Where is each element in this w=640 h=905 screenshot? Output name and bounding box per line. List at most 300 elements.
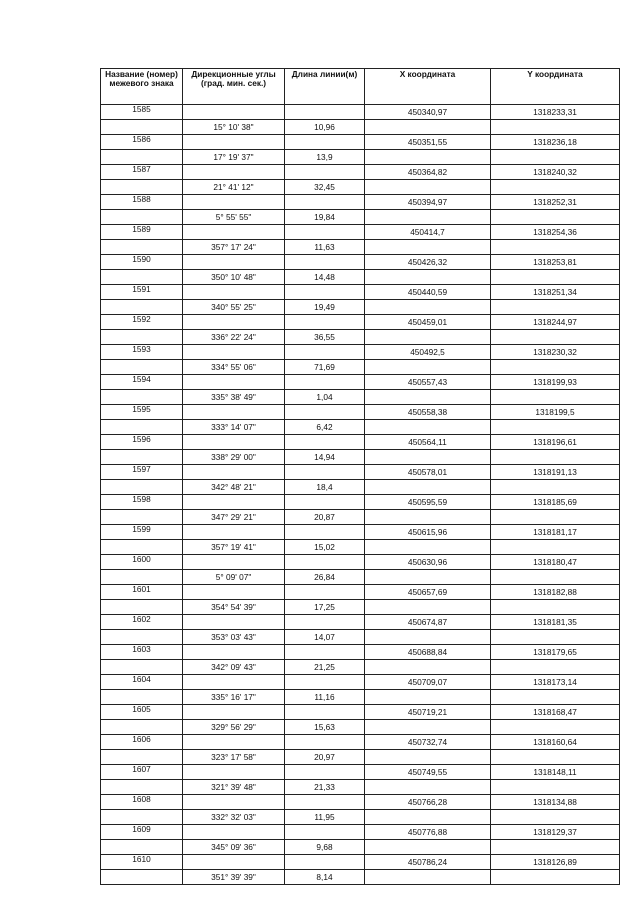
segment-row <box>101 390 620 405</box>
point-row <box>101 165 620 180</box>
empty-cell <box>101 120 183 135</box>
point-name-cell: 1595 <box>101 405 183 420</box>
line-length-cell: 10,96 <box>285 120 365 135</box>
empty-cell <box>491 360 620 375</box>
x-coordinate-cell: 450364,82 <box>365 165 491 180</box>
empty-cell <box>491 300 620 315</box>
segment-row <box>101 630 620 645</box>
empty-cell <box>491 150 620 165</box>
direction-angle-cell: 354° 54' 39" <box>183 600 285 615</box>
empty-cell <box>365 360 491 375</box>
line-length-cell: 6,42 <box>285 420 365 435</box>
empty-cell <box>183 555 285 570</box>
empty-cell <box>285 315 365 330</box>
direction-angle-cell: 15° 10' 38" <box>183 120 285 135</box>
segment-row <box>101 510 620 525</box>
segment-row <box>101 330 620 345</box>
empty-cell <box>365 150 491 165</box>
empty-cell <box>285 105 365 120</box>
direction-angle-cell: 329° 56' 29" <box>183 720 285 735</box>
empty-cell <box>491 480 620 495</box>
empty-cell <box>183 645 285 660</box>
line-length-cell: 8,14 <box>285 870 365 885</box>
x-coordinate-cell: 450709,07 <box>365 675 491 690</box>
y-coordinate-cell: 1318251,34 <box>491 285 620 300</box>
x-coordinate-cell: 450426,32 <box>365 255 491 270</box>
empty-cell <box>183 705 285 720</box>
header-x-coordinate: X координата <box>365 69 491 105</box>
point-row <box>101 735 620 750</box>
empty-cell <box>101 450 183 465</box>
empty-cell <box>491 540 620 555</box>
empty-cell <box>101 240 183 255</box>
empty-cell <box>285 855 365 870</box>
point-row <box>101 405 620 420</box>
point-name-cell: 1586 <box>101 135 183 150</box>
direction-angle-cell: 350° 10' 48" <box>183 270 285 285</box>
line-length-cell: 14,94 <box>285 450 365 465</box>
empty-cell <box>491 660 620 675</box>
empty-cell <box>491 420 620 435</box>
segment-row <box>101 300 620 315</box>
direction-angle-cell: 21° 41' 12" <box>183 180 285 195</box>
empty-cell <box>183 795 285 810</box>
direction-angle-cell: 338° 29' 00" <box>183 450 285 465</box>
segment-row <box>101 420 620 435</box>
empty-cell <box>101 300 183 315</box>
y-coordinate-cell: 1318168,47 <box>491 705 620 720</box>
direction-angle-cell: 333° 14' 07" <box>183 420 285 435</box>
empty-cell <box>365 660 491 675</box>
point-row <box>101 435 620 450</box>
direction-angle-cell: 323° 17' 58" <box>183 750 285 765</box>
empty-cell <box>183 765 285 780</box>
segment-row <box>101 600 620 615</box>
y-coordinate-cell: 1318126,89 <box>491 855 620 870</box>
empty-cell <box>285 345 365 360</box>
point-name-cell: 1605 <box>101 705 183 720</box>
line-length-cell: 15,02 <box>285 540 365 555</box>
empty-cell <box>101 150 183 165</box>
point-row <box>101 765 620 780</box>
empty-cell <box>285 525 365 540</box>
y-coordinate-cell: 1318134,88 <box>491 795 620 810</box>
empty-cell <box>183 105 285 120</box>
direction-angle-cell: 351° 39' 39" <box>183 870 285 885</box>
point-name-cell: 1588 <box>101 195 183 210</box>
x-coordinate-cell: 450414,7 <box>365 225 491 240</box>
empty-cell <box>183 195 285 210</box>
point-name-cell: 1594 <box>101 375 183 390</box>
empty-cell <box>365 420 491 435</box>
empty-cell <box>491 390 620 405</box>
empty-cell <box>183 345 285 360</box>
x-coordinate-cell: 450674,87 <box>365 615 491 630</box>
y-coordinate-cell: 1318191,13 <box>491 465 620 480</box>
empty-cell <box>101 480 183 495</box>
empty-cell <box>365 270 491 285</box>
line-length-cell: 21,25 <box>285 660 365 675</box>
empty-cell <box>491 330 620 345</box>
point-name-cell: 1606 <box>101 735 183 750</box>
y-coordinate-cell: 1318179,65 <box>491 645 620 660</box>
empty-cell <box>101 690 183 705</box>
empty-cell <box>101 720 183 735</box>
empty-cell <box>285 825 365 840</box>
header-y-coordinate: Y координата <box>491 69 620 105</box>
empty-cell <box>285 495 365 510</box>
empty-cell <box>183 315 285 330</box>
x-coordinate-cell: 450578,01 <box>365 465 491 480</box>
line-length-cell: 9,68 <box>285 840 365 855</box>
empty-cell <box>101 870 183 885</box>
line-length-cell: 14,07 <box>285 630 365 645</box>
empty-cell <box>491 450 620 465</box>
segment-row <box>101 690 620 705</box>
empty-cell <box>365 390 491 405</box>
line-length-cell: 11,95 <box>285 810 365 825</box>
direction-angle-cell: 5° 09' 07" <box>183 570 285 585</box>
empty-cell <box>101 630 183 645</box>
line-length-cell: 17,25 <box>285 600 365 615</box>
empty-cell <box>183 585 285 600</box>
empty-cell <box>183 675 285 690</box>
x-coordinate-cell: 450394,97 <box>365 195 491 210</box>
empty-cell <box>101 330 183 345</box>
line-length-cell: 11,63 <box>285 240 365 255</box>
point-row <box>101 615 620 630</box>
line-length-cell: 15,63 <box>285 720 365 735</box>
empty-cell <box>285 195 365 210</box>
segment-row <box>101 270 620 285</box>
segment-row <box>101 540 620 555</box>
empty-cell <box>365 540 491 555</box>
line-length-cell: 18,4 <box>285 480 365 495</box>
point-name-cell: 1591 <box>101 285 183 300</box>
point-row <box>101 345 620 360</box>
empty-cell <box>101 540 183 555</box>
segment-row <box>101 240 620 255</box>
empty-cell <box>491 600 620 615</box>
empty-cell <box>365 720 491 735</box>
empty-cell <box>183 495 285 510</box>
x-coordinate-cell: 450564,11 <box>365 435 491 450</box>
segment-row <box>101 180 620 195</box>
empty-cell <box>365 330 491 345</box>
empty-cell <box>491 180 620 195</box>
point-row <box>101 255 620 270</box>
x-coordinate-cell: 450786,24 <box>365 855 491 870</box>
direction-angle-cell: 353° 03' 43" <box>183 630 285 645</box>
y-coordinate-cell: 1318233,31 <box>491 105 620 120</box>
point-name-cell: 1597 <box>101 465 183 480</box>
empty-cell <box>183 615 285 630</box>
point-row <box>101 705 620 720</box>
empty-cell <box>365 600 491 615</box>
empty-cell <box>285 435 365 450</box>
point-row <box>101 315 620 330</box>
empty-cell <box>491 780 620 795</box>
segment-row <box>101 720 620 735</box>
point-name-cell: 1596 <box>101 435 183 450</box>
line-length-cell: 32,45 <box>285 180 365 195</box>
y-coordinate-cell: 1318199,5 <box>491 405 620 420</box>
empty-cell <box>183 735 285 750</box>
empty-cell <box>101 510 183 525</box>
empty-cell <box>285 705 365 720</box>
point-row <box>101 645 620 660</box>
line-length-cell: 36,55 <box>285 330 365 345</box>
y-coordinate-cell: 1318182,88 <box>491 585 620 600</box>
empty-cell <box>365 750 491 765</box>
y-coordinate-cell: 1318244,97 <box>491 315 620 330</box>
point-row <box>101 495 620 510</box>
empty-cell <box>183 855 285 870</box>
point-row <box>101 285 620 300</box>
point-name-cell: 1593 <box>101 345 183 360</box>
empty-cell <box>285 225 365 240</box>
empty-cell <box>183 435 285 450</box>
empty-cell <box>491 210 620 225</box>
point-name-cell: 1587 <box>101 165 183 180</box>
point-row <box>101 135 620 150</box>
point-name-cell: 1610 <box>101 855 183 870</box>
point-row <box>101 375 620 390</box>
empty-cell <box>365 570 491 585</box>
x-coordinate-cell: 450766,28 <box>365 795 491 810</box>
empty-cell <box>285 675 365 690</box>
empty-cell <box>285 615 365 630</box>
point-name-cell: 1600 <box>101 555 183 570</box>
empty-cell <box>491 510 620 525</box>
segment-row <box>101 870 620 885</box>
empty-cell <box>183 255 285 270</box>
point-row <box>101 105 620 120</box>
empty-cell <box>491 240 620 255</box>
empty-cell <box>101 210 183 225</box>
empty-cell <box>365 870 491 885</box>
x-coordinate-cell: 450558,38 <box>365 405 491 420</box>
direction-angle-cell: 342° 48' 21" <box>183 480 285 495</box>
point-name-cell: 1601 <box>101 585 183 600</box>
y-coordinate-cell: 1318181,17 <box>491 525 620 540</box>
point-name-cell: 1589 <box>101 225 183 240</box>
empty-cell <box>491 870 620 885</box>
boundary-points-table <box>100 68 620 885</box>
empty-cell <box>365 510 491 525</box>
empty-cell <box>285 765 365 780</box>
empty-cell <box>101 390 183 405</box>
segment-row <box>101 570 620 585</box>
segment-row <box>101 150 620 165</box>
x-coordinate-cell: 450719,21 <box>365 705 491 720</box>
direction-angle-cell: 332° 32' 03" <box>183 810 285 825</box>
point-name-cell: 1598 <box>101 495 183 510</box>
y-coordinate-cell: 1318181,35 <box>491 615 620 630</box>
x-coordinate-cell: 450657,69 <box>365 585 491 600</box>
empty-cell <box>365 480 491 495</box>
point-name-cell: 1599 <box>101 525 183 540</box>
point-row <box>101 585 620 600</box>
point-row <box>101 225 620 240</box>
line-length-cell: 13,9 <box>285 150 365 165</box>
y-coordinate-cell: 1318252,31 <box>491 195 620 210</box>
empty-cell <box>183 285 285 300</box>
empty-cell <box>285 135 365 150</box>
empty-cell <box>285 405 365 420</box>
point-row <box>101 795 620 810</box>
empty-cell <box>285 255 365 270</box>
point-name-cell: 1590 <box>101 255 183 270</box>
point-row <box>101 555 620 570</box>
y-coordinate-cell: 1318230,32 <box>491 345 620 360</box>
empty-cell <box>491 270 620 285</box>
segment-row <box>101 210 620 225</box>
segment-row <box>101 480 620 495</box>
line-length-cell: 19,84 <box>285 210 365 225</box>
header-line-length: Длина линии(м) <box>285 69 365 105</box>
x-coordinate-cell: 450776,88 <box>365 825 491 840</box>
y-coordinate-cell: 1318254,36 <box>491 225 620 240</box>
empty-cell <box>285 585 365 600</box>
y-coordinate-cell: 1318253,81 <box>491 255 620 270</box>
line-length-cell: 26,84 <box>285 570 365 585</box>
empty-cell <box>491 630 620 645</box>
empty-cell <box>183 825 285 840</box>
line-length-cell: 11,16 <box>285 690 365 705</box>
line-length-cell: 1,04 <box>285 390 365 405</box>
empty-cell <box>183 465 285 480</box>
empty-cell <box>365 630 491 645</box>
empty-cell <box>365 840 491 855</box>
direction-angle-cell: 347° 29' 21" <box>183 510 285 525</box>
x-coordinate-cell: 450595,59 <box>365 495 491 510</box>
direction-angle-cell: 17° 19' 37" <box>183 150 285 165</box>
empty-cell <box>101 420 183 435</box>
empty-cell <box>285 645 365 660</box>
header-point-name: Название (номер) межевого знака <box>101 69 183 105</box>
empty-cell <box>491 810 620 825</box>
segment-row <box>101 840 620 855</box>
empty-cell <box>101 270 183 285</box>
y-coordinate-cell: 1318129,37 <box>491 825 620 840</box>
y-coordinate-cell: 1318173,14 <box>491 675 620 690</box>
empty-cell <box>101 660 183 675</box>
line-length-cell: 21,33 <box>285 780 365 795</box>
y-coordinate-cell: 1318236,18 <box>491 135 620 150</box>
x-coordinate-cell: 450688,84 <box>365 645 491 660</box>
empty-cell <box>285 465 365 480</box>
direction-angle-cell: 342° 09' 43" <box>183 660 285 675</box>
segment-row <box>101 810 620 825</box>
point-name-cell: 1585 <box>101 105 183 120</box>
empty-cell <box>365 120 491 135</box>
direction-angle-cell: 357° 17' 24" <box>183 240 285 255</box>
point-name-cell: 1603 <box>101 645 183 660</box>
y-coordinate-cell: 1318240,32 <box>491 165 620 180</box>
point-row <box>101 525 620 540</box>
segment-row <box>101 750 620 765</box>
empty-cell <box>365 210 491 225</box>
empty-cell <box>285 555 365 570</box>
segment-row <box>101 120 620 135</box>
empty-cell <box>101 570 183 585</box>
empty-cell <box>285 165 365 180</box>
direction-angle-cell: 5° 55' 55" <box>183 210 285 225</box>
direction-angle-cell: 335° 16' 17" <box>183 690 285 705</box>
empty-cell <box>365 180 491 195</box>
empty-cell <box>491 120 620 135</box>
x-coordinate-cell: 450351,55 <box>365 135 491 150</box>
empty-cell <box>285 375 365 390</box>
empty-cell <box>183 165 285 180</box>
empty-cell <box>101 810 183 825</box>
segment-row <box>101 360 620 375</box>
direction-angle-cell: 340° 55' 25" <box>183 300 285 315</box>
direction-angle-cell: 334° 55' 06" <box>183 360 285 375</box>
segment-row <box>101 780 620 795</box>
point-name-cell: 1607 <box>101 765 183 780</box>
empty-cell <box>491 750 620 765</box>
empty-cell <box>365 810 491 825</box>
empty-cell <box>101 840 183 855</box>
empty-cell <box>365 780 491 795</box>
x-coordinate-cell: 450492,5 <box>365 345 491 360</box>
direction-angle-cell: 336° 22' 24" <box>183 330 285 345</box>
empty-cell <box>491 690 620 705</box>
y-coordinate-cell: 1318160,64 <box>491 735 620 750</box>
x-coordinate-cell: 450440,59 <box>365 285 491 300</box>
empty-cell <box>101 180 183 195</box>
point-row <box>101 855 620 870</box>
point-name-cell: 1592 <box>101 315 183 330</box>
empty-cell <box>285 795 365 810</box>
empty-cell <box>285 735 365 750</box>
direction-angle-cell: 335° 38' 49" <box>183 390 285 405</box>
direction-angle-cell: 321° 39' 48" <box>183 780 285 795</box>
empty-cell <box>183 405 285 420</box>
line-length-cell: 20,87 <box>285 510 365 525</box>
table-header-row <box>101 69 620 105</box>
x-coordinate-cell: 450732,74 <box>365 735 491 750</box>
direction-angle-cell: 357° 19' 41" <box>183 540 285 555</box>
line-length-cell: 19,49 <box>285 300 365 315</box>
empty-cell <box>101 780 183 795</box>
y-coordinate-cell: 1318148,11 <box>491 765 620 780</box>
direction-angle-cell: 345° 09' 36" <box>183 840 285 855</box>
point-row <box>101 465 620 480</box>
y-coordinate-cell: 1318180,47 <box>491 555 620 570</box>
point-row <box>101 195 620 210</box>
y-coordinate-cell: 1318185,69 <box>491 495 620 510</box>
point-name-cell: 1608 <box>101 795 183 810</box>
empty-cell <box>183 375 285 390</box>
x-coordinate-cell: 450340,97 <box>365 105 491 120</box>
point-name-cell: 1602 <box>101 615 183 630</box>
y-coordinate-cell: 1318196,61 <box>491 435 620 450</box>
x-coordinate-cell: 450630,96 <box>365 555 491 570</box>
empty-cell <box>491 720 620 735</box>
point-name-cell: 1604 <box>101 675 183 690</box>
empty-cell <box>365 690 491 705</box>
empty-cell <box>183 135 285 150</box>
point-row <box>101 825 620 840</box>
x-coordinate-cell: 450557,43 <box>365 375 491 390</box>
x-coordinate-cell: 450459,01 <box>365 315 491 330</box>
point-name-cell: 1609 <box>101 825 183 840</box>
y-coordinate-cell: 1318199,93 <box>491 375 620 390</box>
empty-cell <box>365 450 491 465</box>
